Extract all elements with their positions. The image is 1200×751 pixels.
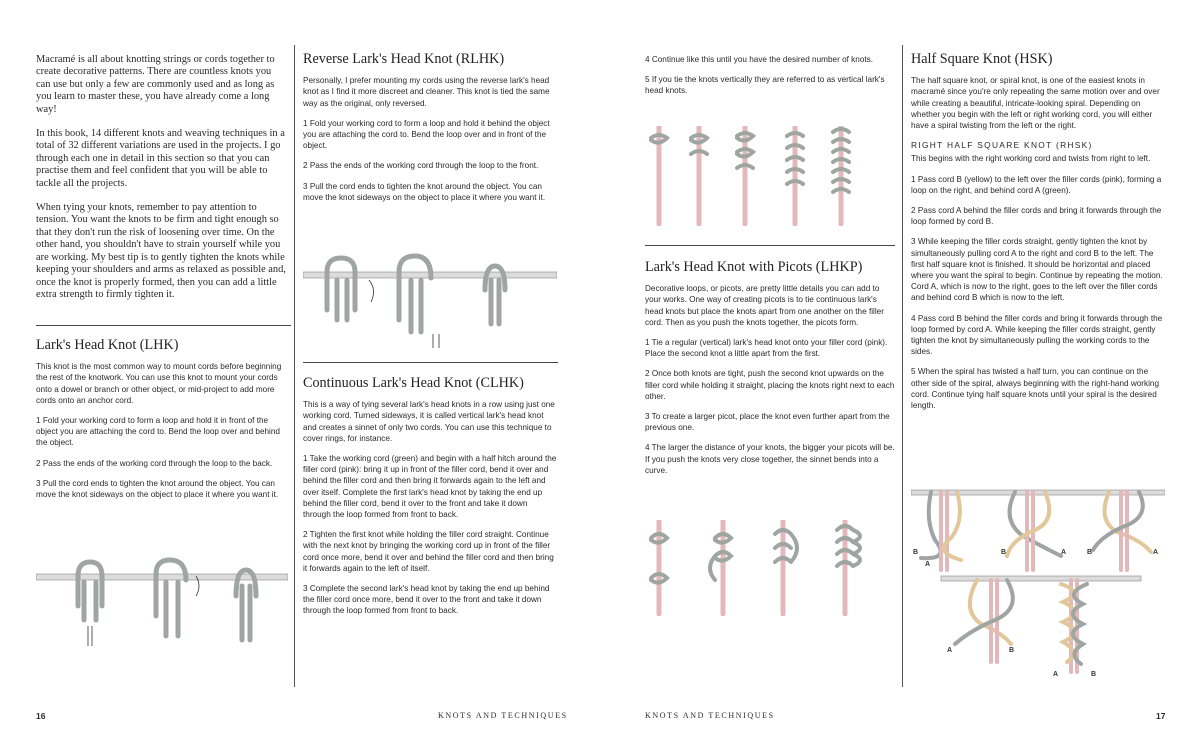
rhsk-step-3: 3 While keeping the filler cords straight, gently tighten the knot by simultaneously pulling cord A to the right and cord B to the left. The first half square knot is finished. It should be horizontal and placed where you want the spiral to begin. Continue by repeating the motion. Cord A, which is now to the right, goes to the left over the filler cords and behind cord B which is now to the left.	[911, 237, 1163, 303]
clhk-heading: Continuous Lark's Head Knot (CLHK)	[303, 375, 524, 391]
clhk-intro: This is a way of tying several lark's head knots in a row using just one working cord. Turned sideways, it is called vertical lark's head knot and creates a sinnet of only two cords. You can use this technique to cover rings, for instance.	[303, 400, 555, 443]
intro-column	[36, 54, 288, 313]
right-page-number: 17	[1156, 711, 1166, 721]
clhk-step-2: 2 Tighten the first knot while holding the filler cord straight. Continue with the next knot by bringing the working cord up in front of the filler cord once more, bend it over and behind the filler cord and then bring it forwards again to the left of itself.	[303, 530, 554, 573]
rhsk-step-2: 2 Pass cord A behind the filler cords and bring it forwards through the loop formed by cord B.	[911, 206, 1162, 227]
intro-paragraph-1: Macramé is all about knotting strings or cords together to create decorative patterns. There are countless knots you can use but only a few are commonly used and as long as you learn to master these, you have already come a long way!	[36, 54, 275, 115]
hsk-heading: Half Square Knot (HSK)	[911, 51, 1053, 67]
clhk-continued	[645, 54, 895, 106]
rhsk-subheading: RIGHT HALF SQUARE KNOT (RHSK)	[911, 140, 1093, 151]
lhk-section	[36, 337, 288, 509]
lhkp-step-2: 2 Once both knots are tight, push the second knot upwards on the filler cord while holding it straight, placing the knots right next to each other.	[645, 369, 895, 401]
rlhk-step-2: 2 Pass the ends of the working cord through the loop to the front.	[303, 161, 539, 171]
lhk-step-3: 3 Pull the cord ends to tighten the knot around the object. You can move the knot sideways on the object to place it where you want it.	[36, 478, 279, 500]
section-divider	[303, 362, 558, 363]
lhk-illustration	[36, 556, 288, 656]
clhk-step-3: 3 Complete the second lark's head knot by taking the end up behind the filler cord once more, bend it over to the front and take it down through the loop formed from front to back.	[303, 584, 550, 616]
rlhk-intro: Personally, I prefer mounting my cords using the reverse lark's head knot as I find it more discreet and cleaner. This knot is tied the same way as the original, only reversed.	[303, 76, 550, 108]
rhsk-intro: This begins with the right working cord and twists from right to left.	[911, 154, 1151, 164]
lhkp-step-1: 1 Tie a regular (vertical) lark's head knot onto your filler cord (pink). Place the second knot a little apart from the first.	[645, 338, 888, 359]
section-divider	[36, 325, 291, 326]
lhkp-illustration	[645, 520, 895, 616]
clhk-step-5: 5 If you tie the knots vertically they are referred to as vertical lark's head knots.	[645, 75, 885, 96]
clhk-step-4: 4 Continue like this until you have the desired number of knots.	[645, 55, 874, 64]
rlhk-heading: Reverse Lark's Head Knot (RLHK)	[303, 51, 505, 67]
lhkp-heading: Lark's Head Knot with Picots (LHKP)	[645, 259, 863, 275]
clhk-illustration	[645, 126, 895, 226]
label-b: B	[1009, 647, 1015, 654]
intro-paragraph-3: When tying your knots, remember to pay attention to tension. You want the knots to be firm and tight enough so that they don't run the risk of loosening over time. On the other hand, you shouldn't have to strain yourself while you are working. My best tip is to gently tighten the knots while keeping your shoulders and arms as relaxed as possible and, once the knot is properly formed, then you can add a little extra strength to firmly tighten it.	[36, 202, 286, 300]
rhsk-step-1: 1 Pass cord B (yellow) to the left over the filler cords (pink), forming a loop on the right, and behind cord A (green).	[911, 174, 1162, 195]
label-a: A	[947, 647, 953, 654]
label-a: A	[925, 561, 931, 568]
hsk-intro: The half square knot, or spiral knot, is one of the easiest knots in macramé since you're only repeating the same motion over and over while creating a beautiful, intricate-looking spiral. Depending on whether you begin with the left or right working cord, you will either have a spiral twisting from the left or the right.	[911, 76, 1160, 131]
intro-paragraph-2: In this book, 14 different knots and weaving techniques in a total of 32 different variations are used in the projects. I go through each one in detail in this section so that you can practise them and feel confident that you will be able to tackle all the projects.	[36, 128, 285, 189]
left-footer: KNOTS AND TECHNIQUES	[438, 711, 568, 720]
label-b: B	[1091, 671, 1097, 678]
label-b: B	[1001, 549, 1007, 556]
hsk-section	[911, 51, 1165, 420]
label-b: B	[1087, 549, 1093, 556]
clhk-section	[303, 375, 557, 626]
rlhk-step-3: 3 Pull the cord ends to tighten the knot around the object. You can move the knot sideways on the object to place it where you want it.	[303, 181, 546, 202]
rlhk-illustration	[303, 250, 557, 350]
rlhk-section	[303, 51, 557, 212]
section-divider	[645, 245, 895, 246]
rhsk-step-5: 5 When the spiral has twisted a half turn, you can continue on the other side of the spiral, always beginning with the right-hand working cord. Continue tying half square knots until your spiral is the desired length.	[911, 367, 1160, 411]
lhkp-intro: Decorative loops, or picots, are pretty little details you can add to your works. One way of creating picots is to tie continuous lark's head knots but place the knots apart from one another on the filler cord. Then as you push the knots together, the picots form.	[645, 284, 884, 327]
label-a: A	[1153, 549, 1159, 556]
right-footer: KNOTS AND TECHNIQUES	[645, 711, 775, 720]
left-page-number: 16	[36, 711, 46, 721]
label-a: A	[1061, 549, 1067, 556]
lhk-step-1: 1 Fold your working cord to form a loop and hold it in front of the object you are attaching the cord to. Bend the loop over and behind the object.	[36, 416, 280, 448]
lhk-heading: Lark's Head Knot (LHK)	[36, 337, 179, 353]
label-a: A	[1053, 671, 1059, 678]
hsk-illustration	[911, 480, 1165, 680]
lhk-intro: This knot is the most common way to mount cords before beginning the rest of the knotwork. You can use this knot to mount your cords onto a dowel or branch or other object, or mid-project to add more cords onto an anchor cord.	[36, 362, 282, 405]
lhkp-section	[645, 259, 895, 485]
column-divider	[902, 45, 903, 687]
rlhk-step-1: 1 Fold your working cord to form a loop and hold it behind the object you are attaching the cord to. Bend the loop over and in front of the object.	[303, 118, 550, 151]
column-divider	[294, 45, 295, 687]
lhkp-step-3: 3 To create a larger picot, place the knot even further apart from the previous one.	[645, 412, 890, 433]
lhk-step-2: 2 Pass the ends of the working cord through the loop to the back.	[36, 458, 273, 468]
label-b: B	[913, 549, 919, 556]
rhsk-step-4: 4 Pass cord B behind the filler cords and bring it forwards through the loop formed by cord A. While keeping the filler cords straight, gently tighten the knot by simultaneously pulling the working cords to the sides.	[911, 313, 1163, 357]
clhk-step-1: 1 Take the working cord (green) and begin with a half hitch around the filler cord (pink): bring it up in front of the filler cord, bend it over and behind the filler cord and then bring it forwards again to the left and over itself. Complete the first lark's head knot by taking the end up behind the filler cord, bend it over to the front and take it down through the loop formed from front to back.	[303, 454, 557, 520]
lhkp-step-4: 4 The larger the distance of your knots, the bigger your picots will be. If you push the knots very close together, the sinnet bends into a curve.	[645, 443, 895, 475]
